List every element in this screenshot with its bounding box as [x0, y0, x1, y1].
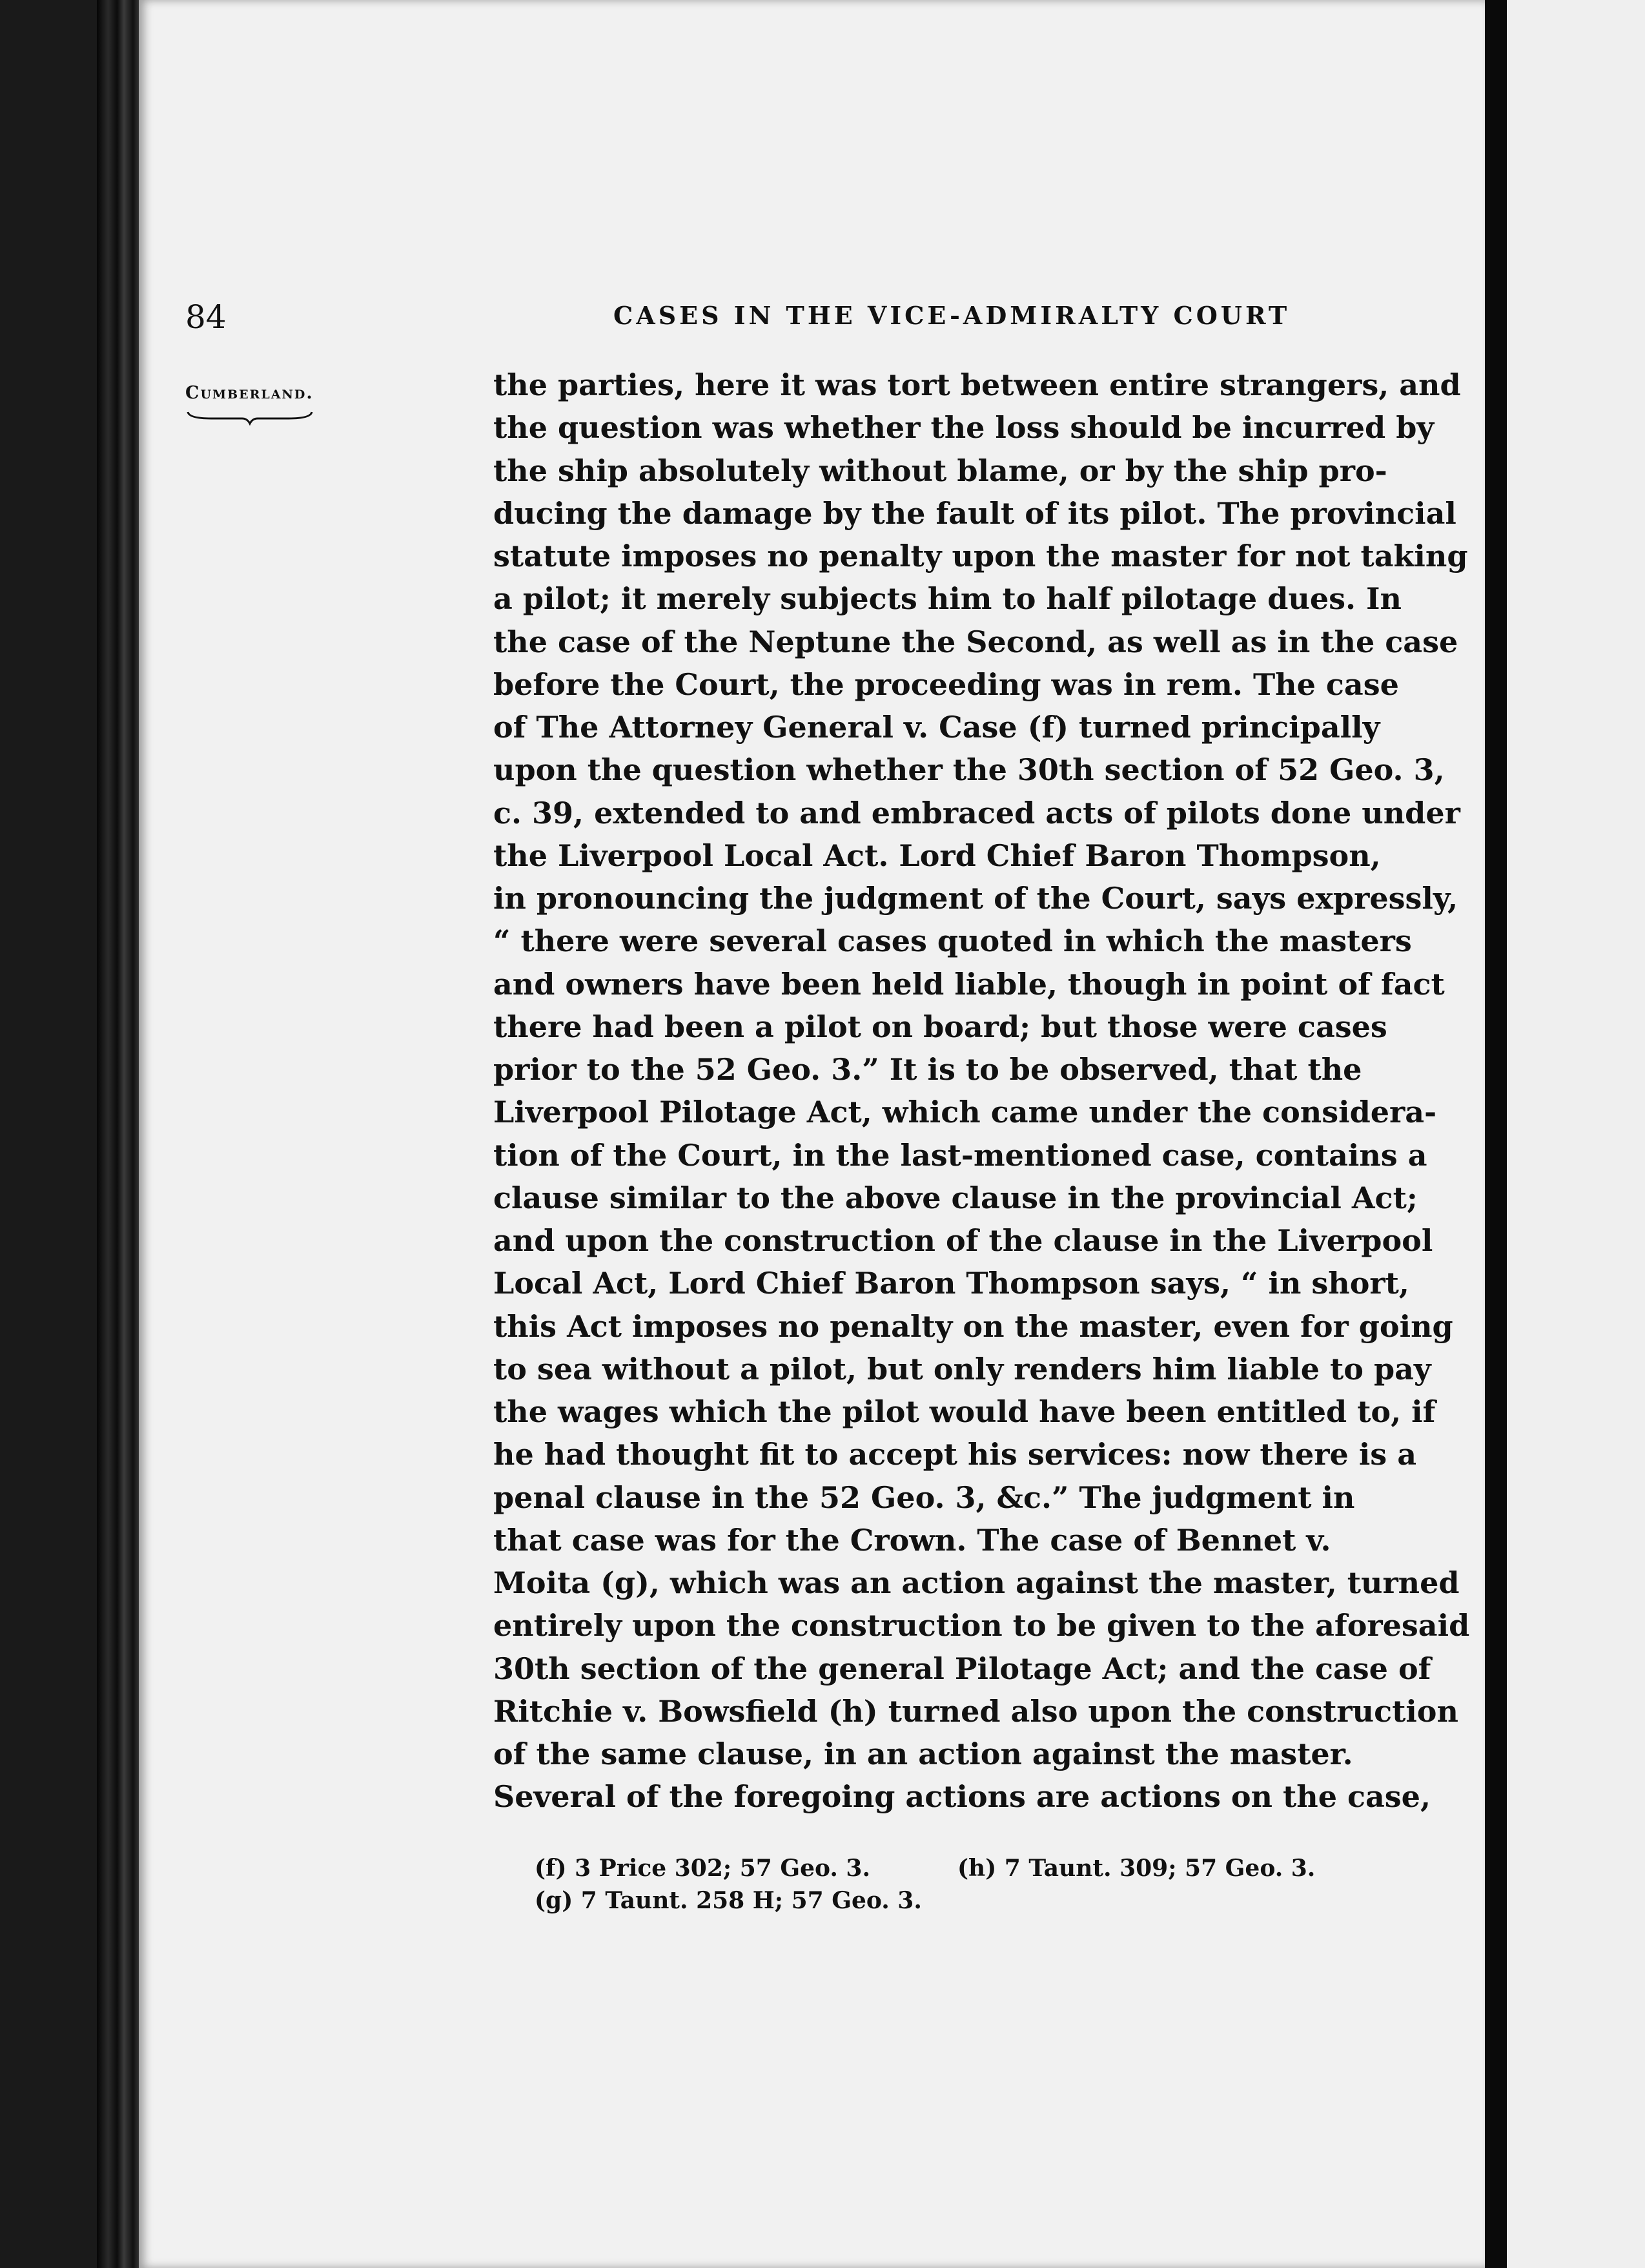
footnote-f: (f) 3 Price 302; 57 Geo. 3.	[535, 1855, 871, 1882]
page-number: 84	[185, 298, 227, 336]
body-line: “ there were several cases quoted in which the masters	[493, 923, 1412, 959]
body-line: upon the question whether the 30th section of 52 Geo. 3,	[493, 752, 1445, 788]
body-line: Several of the foregoing actions are actions on the case,	[493, 1779, 1431, 1815]
footnote-h: (h) 7 Taunt. 309; 57 Geo. 3.	[957, 1855, 1316, 1882]
body-line: the ship absolutely without blame, or by the ship pro-	[493, 453, 1387, 488]
body-line: prior to the 52 Geo. 3.” It is to be observed, that the	[493, 1052, 1362, 1087]
body-line: clause similar to the above clause in the provincial Act;	[493, 1180, 1418, 1215]
body-line: and upon the construction of the clause in the Liverpool	[493, 1223, 1433, 1258]
gutter-shadow	[1485, 0, 1507, 2268]
margin-note-text: Cumberland.	[185, 383, 314, 403]
body-line: the case of the Neptune the Second, as well as in the case	[493, 624, 1458, 659]
body-line: entirely upon the construction to be given to the aforesaid	[493, 1608, 1470, 1644]
body-text	[493, 364, 1470, 1819]
body-line: before the Court, the proceeding was in rem. The case	[493, 666, 1399, 702]
body-line: the question was whether the loss should be incurred by	[493, 410, 1435, 446]
body-line: a pilot; it merely subjects him to half pilotage dues. In	[493, 581, 1402, 617]
book-spine-edge	[97, 0, 142, 2268]
body-line: 30th section of the general Pilotage Act; and the case of	[493, 1651, 1431, 1686]
body-line: this Act imposes no penalty on the master, even for going	[493, 1308, 1453, 1344]
margin-brace	[185, 409, 314, 426]
facing-page-edge	[1507, 0, 1645, 2268]
body-line: ducing the damage by the fault of its pilot. The provincial	[493, 495, 1456, 531]
body-line: and owners have been held liable, though in point of fact	[493, 966, 1445, 1002]
body-line: Liverpool Pilotage Act, which came under the considera-	[493, 1095, 1437, 1130]
footnote-g: (g) 7 Taunt. 258 H; 57 Geo. 3.	[535, 1887, 922, 1914]
body-line: statute imposes no penalty upon the master for not taking	[493, 539, 1468, 573]
body-line: the Liverpool Local Act. Lord Chief Baron Thompson,	[493, 838, 1381, 873]
body-line: in pronouncing the judgment of the Court, says expressly,	[493, 881, 1458, 916]
body-line: penal clause in the 52 Geo. 3, &c.” The judgment in	[493, 1479, 1355, 1515]
body-line: c. 39, extended to and embraced acts of pilots done under	[493, 795, 1460, 830]
body-line: Moita (g), which was an action against the master, turned	[493, 1565, 1460, 1600]
body-line: the parties, here it was tort between entire strangers, and	[493, 367, 1461, 402]
body-line: of the same clause, in an action against the master.	[493, 1737, 1353, 1771]
body-line: that case was for the Crown. The case of Bennet v.	[493, 1522, 1331, 1558]
body-line: the wages which the pilot would have been entitled to, if	[493, 1394, 1436, 1429]
body-line: there had been a pilot on board; but those were cases	[493, 1009, 1387, 1044]
running-head: CASES IN THE VICE-ADMIRALTY COURT	[613, 301, 1291, 330]
body-line: Ritchie v. Bowsfield (h) turned also upon the construction	[493, 1693, 1458, 1729]
body-line: Local Act, Lord Chief Baron Thompson says, “ in short,	[493, 1266, 1409, 1301]
margin-note	[185, 383, 314, 403]
body-line: tion of the Court, in the last-mentioned case, contains a	[493, 1137, 1427, 1173]
body-line: to sea without a pilot, but only renders him liable to pay	[493, 1351, 1431, 1387]
body-line: he had thought fit to accept his services: now there is a	[493, 1437, 1417, 1472]
body-line: of The Attorney General v. Case (f) turned principally	[493, 710, 1380, 745]
